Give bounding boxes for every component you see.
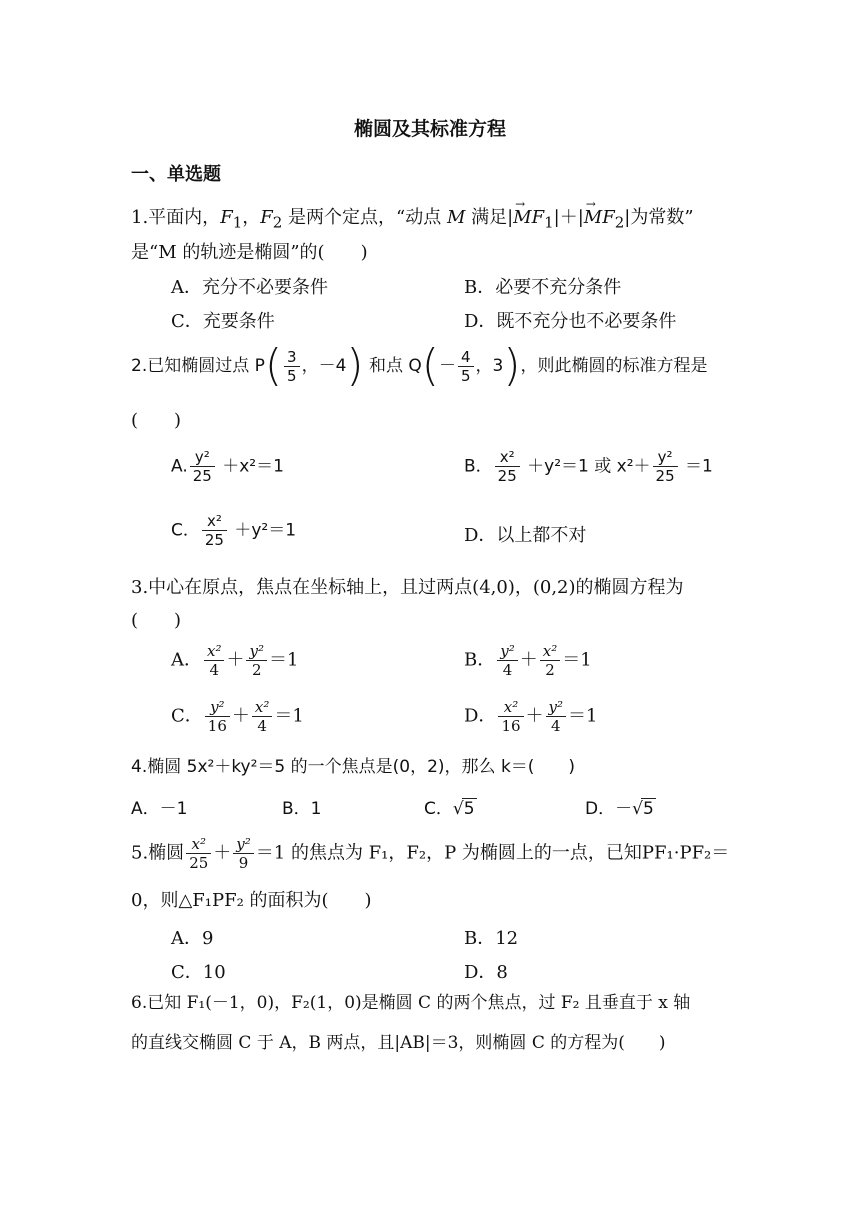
q2-stem-line1: 2.已知椭圆过点 P( $\frac{3}{5}$ ，－4) 和点 Q(－ $\frac{4}{5}$ ，3)，则此椭圆的标准方程是 [131, 340, 708, 391]
q2-stem-line2: ( ) [131, 410, 182, 431]
section-heading: 一、单选题 [131, 164, 221, 185]
q5-option-c: C．10 [171, 962, 226, 983]
q1-option-b: B．必要不充分条件 [464, 277, 622, 298]
q6-stem-line2: 的直线交椭圆 C 于 A，B 两点，且|AB|＝3，则椭圆 C 的方程为( ) [131, 1033, 666, 1053]
page-title: 椭圆及其标准方程 [353, 118, 506, 140]
q4-option-b: B．1 [282, 799, 322, 819]
q3-option-c: C． $\frac{\text{y²}}{16}$ ＋ $\frac{\text{x²}}{4}$ ＝1 [171, 698, 304, 735]
q4-stem: 4.椭圆 5x²＋ky²＝5 的一个焦点是(0，2)，那么 k＝( ) [131, 757, 576, 777]
q5-option-b: B．12 [464, 928, 519, 949]
q4-option-d: D．－√5 [585, 799, 654, 819]
q2-option-a: A. $\frac{\text{y²}}{25}$ ＋x²＝1 [171, 448, 284, 485]
q2-option-c: C． $\frac{\text{x²}}{25}$ ＋y²＝1 [171, 512, 297, 549]
q5-option-d: D．8 [464, 962, 508, 983]
q5-stem-line1: 5.椭圆 $\frac{\text{x²}}{25}$ ＋ $\frac{\text{y²}}{9}$ ＝1 的焦点为 F₁，F₂，P 为椭圆上的一点，已知PF₁·PF₂＝ [131, 835, 730, 872]
q2-option-b: B． $\frac{\text{x²}}{25}$ ＋y²＝1 或 x²＋ $\frac{\text{y²}}{25}$ ＝1 [464, 448, 713, 485]
q5-stem-line2: 0，则△F₁PF₂ 的面积为( ) [131, 890, 372, 911]
q2-option-d: D．以上都不对 [464, 525, 587, 546]
q3-option-b: B． $\frac{\text{y²}}{4}$ ＋ $\frac{\text{x²}}{2}$ ＝1 [464, 642, 592, 679]
q6-stem-line1: 6.已知 F₁(－1，0)，F₂(1，0)是椭圆 C 的两个焦点，过 F₂ 且垂直于 x 轴 [131, 993, 691, 1013]
q3-stem-line2: ( ) [131, 610, 182, 631]
q3-stem-line1: 3.中心在原点，焦点在坐标轴上，且过两点(4,0)，(0,2)的椭圆方程为 [131, 577, 684, 598]
q5-option-a: A．9 [171, 928, 214, 949]
q1-option-a: A．充分不必要条件 [171, 277, 328, 298]
q4-option-c: C．√5 [424, 799, 475, 819]
q1-option-d: D．既不充分也不必要条件 [464, 311, 677, 332]
q1-stem-line2: 是“M 的轨迹是椭圆”的( ) [131, 242, 368, 263]
q3-option-a: A． $\frac{\text{x²}}{4}$ ＋ $\frac{\text{y²}}{2}$ ＝1 [171, 642, 299, 679]
q1-stem-line1: 1.平面内，$F_1$，$F_2$ 是两个定点，“动点 M 满足|→ $MF_1|+|\to MF_2|$为常数” [131, 205, 731, 236]
q1-option-c: C．充要条件 [171, 311, 275, 332]
q4-option-a: A．－1 [131, 799, 188, 819]
q3-option-d: D． $\frac{\text{x²}}{16}$ ＋ $\frac{\text{y²}}{4}$ ＝1 [464, 698, 598, 735]
